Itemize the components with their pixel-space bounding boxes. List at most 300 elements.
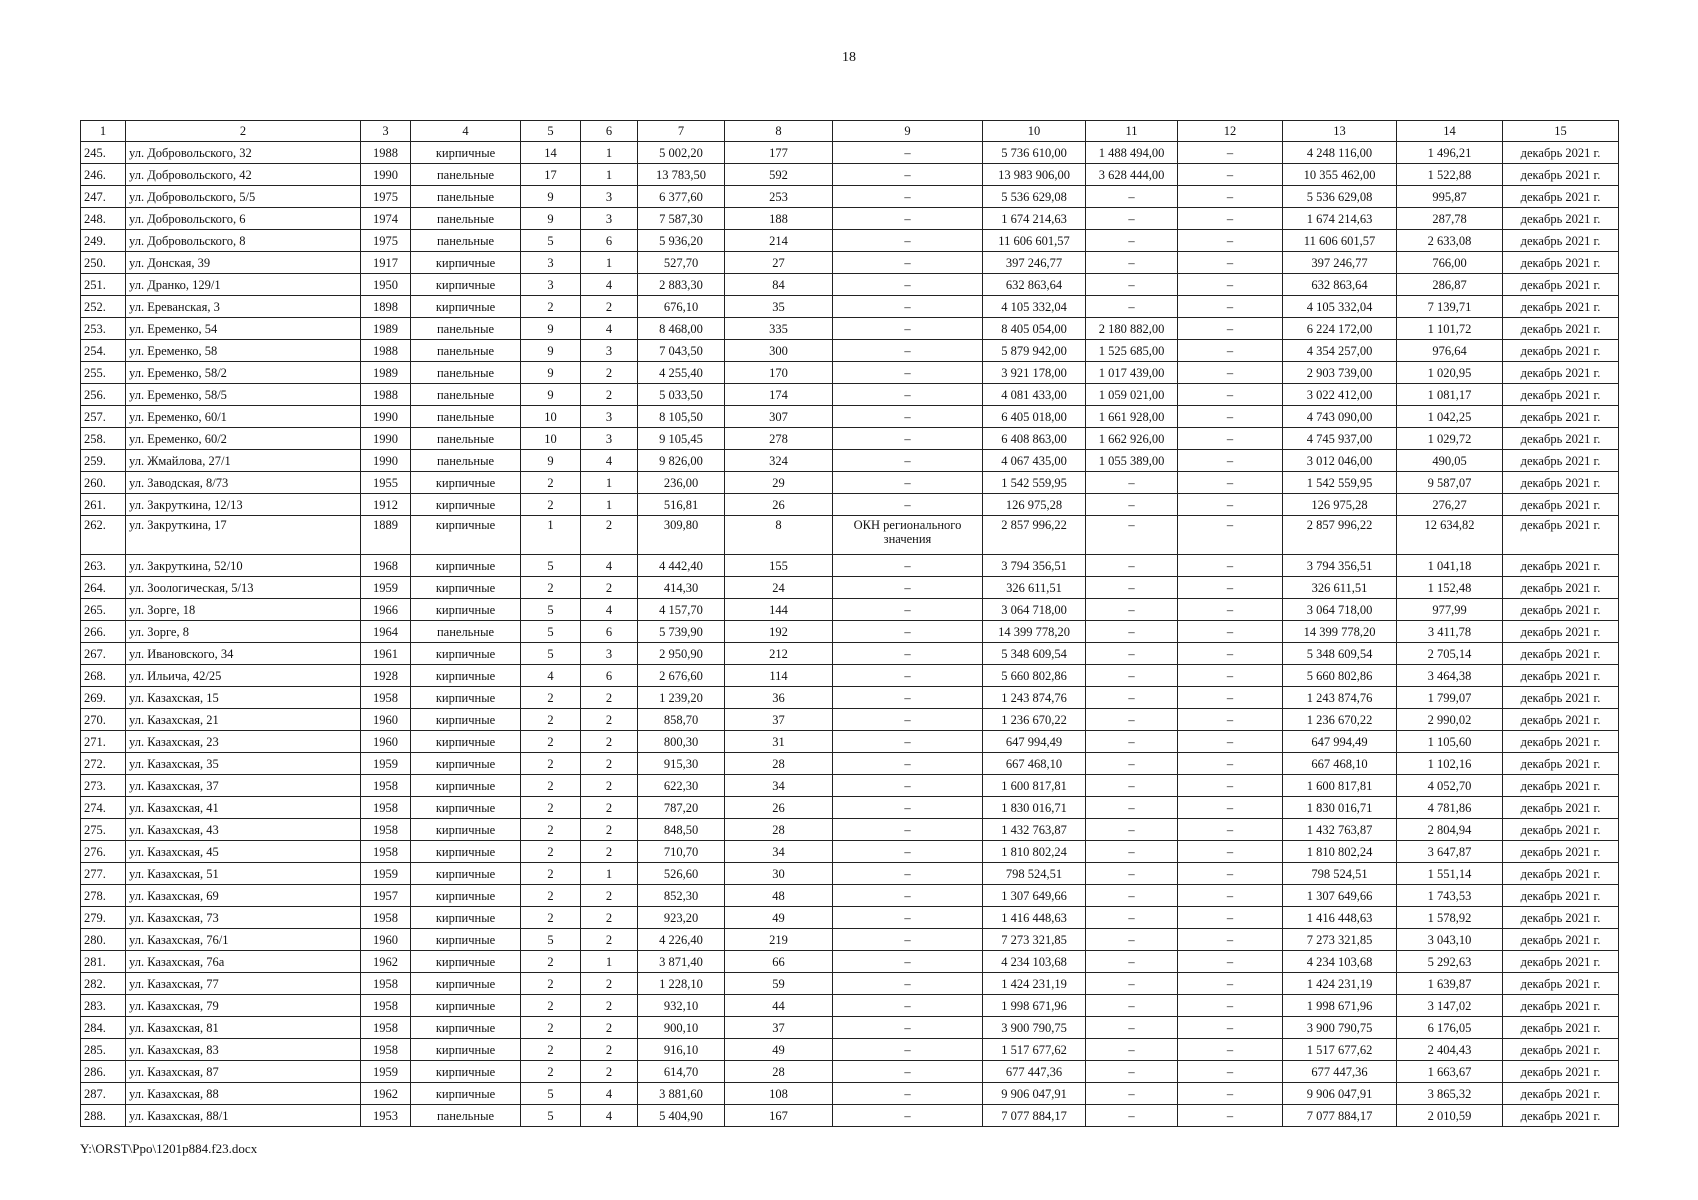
table-cell: 800,30 [638, 731, 725, 753]
table-cell: 36 [725, 687, 833, 709]
table-cell: – [1178, 362, 1283, 384]
table-cell: – [1086, 797, 1178, 819]
table-cell: 414,30 [638, 577, 725, 599]
table-cell: ул. Донская, 39 [126, 252, 361, 274]
table-cell: – [1178, 577, 1283, 599]
table-cell: ул. Зоологическая, 5/13 [126, 577, 361, 599]
table-cell: кирпичные [411, 555, 521, 577]
table-cell: 2 [521, 973, 581, 995]
table-cell: – [833, 450, 983, 472]
table-cell: – [1178, 1039, 1283, 1061]
table-cell: 3 [581, 428, 638, 450]
table-cell: кирпичные [411, 274, 521, 296]
table-cell: 3 794 356,51 [983, 555, 1086, 577]
table-cell: 1958 [361, 973, 411, 995]
table-cell: 1958 [361, 995, 411, 1017]
table-cell: 1958 [361, 797, 411, 819]
table-cell: 1953 [361, 1105, 411, 1127]
table-cell: 261. [81, 494, 126, 516]
table-cell: 275. [81, 819, 126, 841]
table-cell: 2 [521, 296, 581, 318]
table-cell: 7 139,71 [1397, 296, 1503, 318]
table-cell: 923,20 [638, 907, 725, 929]
table-cell: 2 [581, 1039, 638, 1061]
table-cell: 286. [81, 1061, 126, 1083]
table-cell: 2 [521, 775, 581, 797]
table-cell: ул. Еременко, 54 [126, 318, 361, 340]
table-cell: 1 830 016,71 [983, 797, 1086, 819]
table-cell: 259. [81, 450, 126, 472]
table-row [81, 687, 1619, 709]
table-cell: 253 [725, 186, 833, 208]
table-cell: 1 743,53 [1397, 885, 1503, 907]
table-cell: 490,05 [1397, 450, 1503, 472]
table-cell: – [1178, 274, 1283, 296]
table-cell: 219 [725, 929, 833, 951]
table-cell: 1975 [361, 230, 411, 252]
table-cell: – [833, 907, 983, 929]
table-cell: 1 152,48 [1397, 577, 1503, 599]
table-cell: 155 [725, 555, 833, 577]
table-cell: – [1086, 819, 1178, 841]
table-cell: – [1086, 621, 1178, 643]
table-cell: кирпичные [411, 142, 521, 164]
table-cell: – [833, 687, 983, 709]
table-cell: 262. [81, 516, 126, 555]
table-cell: 3 [581, 643, 638, 665]
table-cell: 2 [521, 797, 581, 819]
table-cell: 2 [581, 687, 638, 709]
table-cell: 3 [581, 340, 638, 362]
table-cell: 916,10 [638, 1039, 725, 1061]
table-cell: панельные [411, 406, 521, 428]
table-row [81, 731, 1619, 753]
table-cell: 787,20 [638, 797, 725, 819]
table-cell: 1 [521, 516, 581, 555]
table-cell: – [833, 775, 983, 797]
table-cell: 10 [521, 428, 581, 450]
table-cell: – [1178, 863, 1283, 885]
table-cell: ул. Казахская, 88 [126, 1083, 361, 1105]
table-cell: 2 [581, 516, 638, 555]
table-cell: 49 [725, 1039, 833, 1061]
column-header: 9 [833, 121, 983, 142]
table-cell: 5 879 942,00 [983, 340, 1086, 362]
table-cell: – [1178, 164, 1283, 186]
table-cell: 677 447,36 [1283, 1061, 1397, 1083]
table-cell: 3 [581, 208, 638, 230]
table-cell: 1 674 214,63 [1283, 208, 1397, 230]
table-cell: 2 [521, 1061, 581, 1083]
table-cell: 287. [81, 1083, 126, 1105]
table-cell: декабрь 2021 г. [1503, 687, 1619, 709]
table-cell: – [833, 318, 983, 340]
table-cell: – [1178, 973, 1283, 995]
table-row [81, 494, 1619, 516]
table-cell: ул. Заводская, 8/73 [126, 472, 361, 494]
table-cell: ул. Еременко, 58 [126, 340, 361, 362]
table-cell: 5 [521, 230, 581, 252]
table-cell: 1 662 926,00 [1086, 428, 1178, 450]
table-cell: панельные [411, 230, 521, 252]
table-cell: – [1086, 995, 1178, 1017]
table-cell: 1 600 817,81 [983, 775, 1086, 797]
table-cell: 1 424 231,19 [983, 973, 1086, 995]
table-cell: 7 077 884,17 [983, 1105, 1086, 1127]
table-cell: 2 [521, 472, 581, 494]
table-cell: – [1086, 709, 1178, 731]
table-cell: ул. Ереванская, 3 [126, 296, 361, 318]
table-cell: 2 [521, 863, 581, 885]
table-cell: 3 871,40 [638, 951, 725, 973]
table-cell: 4 743 090,00 [1283, 406, 1397, 428]
table-cell: ул. Казахская, 35 [126, 753, 361, 775]
table-cell: 1 578,92 [1397, 907, 1503, 929]
table-row [81, 863, 1619, 885]
table-cell: – [833, 577, 983, 599]
table-cell: 3 [581, 406, 638, 428]
table-cell: декабрь 2021 г. [1503, 296, 1619, 318]
table-cell: декабрь 2021 г. [1503, 907, 1619, 929]
table-cell: 24 [725, 577, 833, 599]
table-cell: – [1086, 665, 1178, 687]
table-cell: 2 [521, 709, 581, 731]
table-cell: 1 [581, 164, 638, 186]
table-cell: 1917 [361, 252, 411, 274]
table-cell: – [833, 230, 983, 252]
table-cell: 8 405 054,00 [983, 318, 1086, 340]
table-cell: 214 [725, 230, 833, 252]
table-cell: – [1178, 230, 1283, 252]
table-cell: – [1178, 687, 1283, 709]
table-cell: 1 [581, 472, 638, 494]
table-cell: 9 [521, 208, 581, 230]
table-cell: 397 246,77 [1283, 252, 1397, 274]
table-cell: 5 660 802,86 [1283, 665, 1397, 687]
table-cell: 10 355 462,00 [1283, 164, 1397, 186]
table-cell: декабрь 2021 г. [1503, 665, 1619, 687]
table-cell: 516,81 [638, 494, 725, 516]
table-row [81, 252, 1619, 274]
table-row [81, 577, 1619, 599]
table-cell: кирпичные [411, 973, 521, 995]
table-cell: кирпичные [411, 775, 521, 797]
table-cell: 1959 [361, 863, 411, 885]
table-cell: 1 059 021,00 [1086, 384, 1178, 406]
table-cell: 1958 [361, 775, 411, 797]
table-cell: декабрь 2021 г. [1503, 362, 1619, 384]
table-cell: 1959 [361, 1061, 411, 1083]
table-cell: 4 [581, 450, 638, 472]
table-cell: 848,50 [638, 819, 725, 841]
table-cell: 766,00 [1397, 252, 1503, 274]
table-cell: – [1178, 1083, 1283, 1105]
table-cell: ул. Казахская, 76/1 [126, 929, 361, 951]
table-cell: декабрь 2021 г. [1503, 951, 1619, 973]
table-cell: 4 067 435,00 [983, 450, 1086, 472]
table-cell: 3 [581, 186, 638, 208]
table-cell: 4 745 937,00 [1283, 428, 1397, 450]
table-cell: 1990 [361, 164, 411, 186]
table-row [81, 516, 1619, 555]
table-cell: ул. Казахская, 79 [126, 995, 361, 1017]
table-cell: 2 [581, 929, 638, 951]
table-cell: 2 180 882,00 [1086, 318, 1178, 340]
table-cell: 1989 [361, 318, 411, 340]
table-cell: 170 [725, 362, 833, 384]
table-cell: – [1086, 186, 1178, 208]
table-cell: ул. Казахская, 77 [126, 973, 361, 995]
table-cell: 9 906 047,91 [983, 1083, 1086, 1105]
table-cell: кирпичные [411, 472, 521, 494]
table-cell: кирпичные [411, 863, 521, 885]
table-cell: 592 [725, 164, 833, 186]
table-cell: – [1178, 775, 1283, 797]
table-cell: 1 243 874,76 [1283, 687, 1397, 709]
page-number: 18 [842, 50, 856, 65]
table-cell: – [833, 1105, 983, 1127]
table-cell: – [833, 406, 983, 428]
table-cell: 335 [725, 318, 833, 340]
table-cell: 34 [725, 841, 833, 863]
table-cell: кирпичные [411, 929, 521, 951]
table-cell: – [833, 142, 983, 164]
table-cell: 1 042,25 [1397, 406, 1503, 428]
table-cell: 2 [581, 731, 638, 753]
table-cell: – [1178, 142, 1283, 164]
table-cell: – [833, 555, 983, 577]
table-cell: 4 234 103,68 [1283, 951, 1397, 973]
table-cell: 622,30 [638, 775, 725, 797]
table-cell: декабрь 2021 г. [1503, 775, 1619, 797]
table-cell: 3 411,78 [1397, 621, 1503, 643]
table-cell: 2 [521, 753, 581, 775]
table-cell: 271. [81, 731, 126, 753]
table-cell: 2 676,60 [638, 665, 725, 687]
column-header: 10 [983, 121, 1086, 142]
table-cell: 5 736 610,00 [983, 142, 1086, 164]
footer-file-path: Y:\ORST\Ppo\1201p884.f23.docx [80, 1141, 258, 1156]
table-cell: 309,80 [638, 516, 725, 555]
table-cell: 1989 [361, 362, 411, 384]
table-cell: – [1178, 709, 1283, 731]
table-cell: ул. Казахская, 69 [126, 885, 361, 907]
table-cell: 1 551,14 [1397, 863, 1503, 885]
table-cell: 1 674 214,63 [983, 208, 1086, 230]
table-cell: кирпичные [411, 995, 521, 1017]
table-cell: кирпичные [411, 841, 521, 863]
table-cell: ул. Еременко, 60/2 [126, 428, 361, 450]
table-cell: 2 [581, 384, 638, 406]
table-cell: декабрь 2021 г. [1503, 450, 1619, 472]
table-row [81, 450, 1619, 472]
table-cell: – [1178, 340, 1283, 362]
table-cell: кирпичные [411, 599, 521, 621]
table-cell: 5 033,50 [638, 384, 725, 406]
table-cell: 5 660 802,86 [983, 665, 1086, 687]
table-cell: декабрь 2021 г. [1503, 643, 1619, 665]
table-cell: 4 052,70 [1397, 775, 1503, 797]
table-cell: 1 517 677,62 [1283, 1039, 1397, 1061]
table-cell: 1 998 671,96 [983, 995, 1086, 1017]
table-cell: декабрь 2021 г. [1503, 142, 1619, 164]
table-header [81, 121, 1619, 142]
table-cell: кирпичные [411, 665, 521, 687]
table-cell: – [1086, 555, 1178, 577]
table-cell: – [833, 995, 983, 1017]
table-cell: – [1178, 472, 1283, 494]
table-cell: ул. Казахская, 51 [126, 863, 361, 885]
table-cell: 11 606 601,57 [1283, 230, 1397, 252]
table-cell: 667 468,10 [983, 753, 1086, 775]
table-cell: 2 [521, 1039, 581, 1061]
table-cell: 1928 [361, 665, 411, 687]
table-cell: панельные [411, 340, 521, 362]
table-cell: 4 248 116,00 [1283, 142, 1397, 164]
table-cell: декабрь 2021 г. [1503, 973, 1619, 995]
table-cell: 1 639,87 [1397, 973, 1503, 995]
table-cell: кирпичные [411, 494, 521, 516]
table-row [81, 753, 1619, 775]
table-cell: 3 [521, 274, 581, 296]
table-cell: 1 522,88 [1397, 164, 1503, 186]
table-cell: 1 998 671,96 [1283, 995, 1397, 1017]
table-cell: 4 354 257,00 [1283, 340, 1397, 362]
table-cell: – [1086, 775, 1178, 797]
table-cell: 1 102,16 [1397, 753, 1503, 775]
table-cell: 1958 [361, 1039, 411, 1061]
buildings-table [80, 120, 1619, 1127]
table-cell: 28 [725, 753, 833, 775]
table-cell: 1968 [361, 555, 411, 577]
table-cell: 256. [81, 384, 126, 406]
table-cell: 245. [81, 142, 126, 164]
table-cell: – [1086, 841, 1178, 863]
table-cell: 9 [521, 362, 581, 384]
table-cell: 5 348 609,54 [1283, 643, 1397, 665]
table-cell: – [1086, 516, 1178, 555]
table-cell: – [1086, 885, 1178, 907]
column-header: 1 [81, 121, 126, 142]
table-cell: – [833, 665, 983, 687]
table-cell: 4 [581, 274, 638, 296]
table-cell: 9 105,45 [638, 428, 725, 450]
column-header: 15 [1503, 121, 1619, 142]
table-cell: 288. [81, 1105, 126, 1127]
table-cell: 4 226,40 [638, 929, 725, 951]
table-cell: 28 [725, 819, 833, 841]
table-cell: – [1178, 929, 1283, 951]
table-cell: 1 236 670,22 [1283, 709, 1397, 731]
table-cell: 272. [81, 753, 126, 775]
table-row [81, 885, 1619, 907]
table-cell: – [1178, 731, 1283, 753]
table-cell: – [1178, 186, 1283, 208]
table-cell: 4 [581, 1105, 638, 1127]
table-cell: декабрь 2021 г. [1503, 1083, 1619, 1105]
table-cell: – [1086, 1083, 1178, 1105]
table-cell: – [1086, 731, 1178, 753]
table-cell: 1 239,20 [638, 687, 725, 709]
table-cell: 2 [521, 819, 581, 841]
table-cell: 268. [81, 665, 126, 687]
table-cell: 2 [581, 885, 638, 907]
table-cell: 858,70 [638, 709, 725, 731]
table-cell: 1 228,10 [638, 973, 725, 995]
table-cell: – [1178, 1105, 1283, 1127]
table-cell: 326 611,51 [1283, 577, 1397, 599]
table-cell: декабрь 2021 г. [1503, 599, 1619, 621]
table-cell: 13 983 906,00 [983, 164, 1086, 186]
table-cell: 1964 [361, 621, 411, 643]
table-cell: 9 906 047,91 [1283, 1083, 1397, 1105]
table-cell: 28 [725, 1061, 833, 1083]
table-cell: 5 [521, 1105, 581, 1127]
table-cell: 2 [521, 907, 581, 929]
table-cell: 2 [581, 973, 638, 995]
table-cell: – [833, 1083, 983, 1105]
table-cell: 9 [521, 340, 581, 362]
table-row [81, 472, 1619, 494]
table-cell: – [1086, 753, 1178, 775]
table-cell: ул. Зорге, 18 [126, 599, 361, 621]
table-cell: 114 [725, 665, 833, 687]
table-cell: 2 [521, 577, 581, 599]
table-cell: 3 043,10 [1397, 929, 1503, 951]
table-cell: 4 [581, 599, 638, 621]
table-cell: 2 [581, 819, 638, 841]
table-cell: 12 634,82 [1397, 516, 1503, 555]
table-cell: ул. Казахская, 15 [126, 687, 361, 709]
table-cell: 2 [521, 885, 581, 907]
table-cell: 1966 [361, 599, 411, 621]
table-cell: ул. Добровольского, 32 [126, 142, 361, 164]
table-cell: – [833, 1017, 983, 1039]
table-cell: кирпичные [411, 885, 521, 907]
table-cell: ул. Жмайлова, 27/1 [126, 450, 361, 472]
table-cell: 1 830 016,71 [1283, 797, 1397, 819]
table-cell: – [1086, 973, 1178, 995]
table-cell: панельные [411, 208, 521, 230]
table-cell: 2 [581, 709, 638, 731]
table-cell: 2 804,94 [1397, 819, 1503, 841]
table-cell: – [1086, 472, 1178, 494]
table-cell: 6 176,05 [1397, 1017, 1503, 1039]
table-cell: декабрь 2021 г. [1503, 577, 1619, 599]
table-cell: 13 783,50 [638, 164, 725, 186]
table-cell: 3 900 790,75 [983, 1017, 1086, 1039]
table-cell: 279. [81, 907, 126, 929]
table-cell: 1 307 649,66 [1283, 885, 1397, 907]
table-row [81, 775, 1619, 797]
table-cell: ул. Казахская, 41 [126, 797, 361, 819]
table-cell: 1950 [361, 274, 411, 296]
table-cell: декабрь 2021 г. [1503, 252, 1619, 274]
table-cell: 647 994,49 [983, 731, 1086, 753]
table-cell: 3 [521, 252, 581, 274]
table-cell: 915,30 [638, 753, 725, 775]
table-cell: кирпичные [411, 907, 521, 929]
table-cell: декабрь 2021 г. [1503, 797, 1619, 819]
table-cell: 1960 [361, 709, 411, 731]
table-cell: – [833, 863, 983, 885]
table-cell: кирпичные [411, 951, 521, 973]
table-cell: – [1178, 318, 1283, 340]
table-cell: – [833, 643, 983, 665]
table-cell: 4 105 332,04 [983, 296, 1086, 318]
table-cell: 2 857 996,22 [1283, 516, 1397, 555]
table-cell: 9 587,07 [1397, 472, 1503, 494]
